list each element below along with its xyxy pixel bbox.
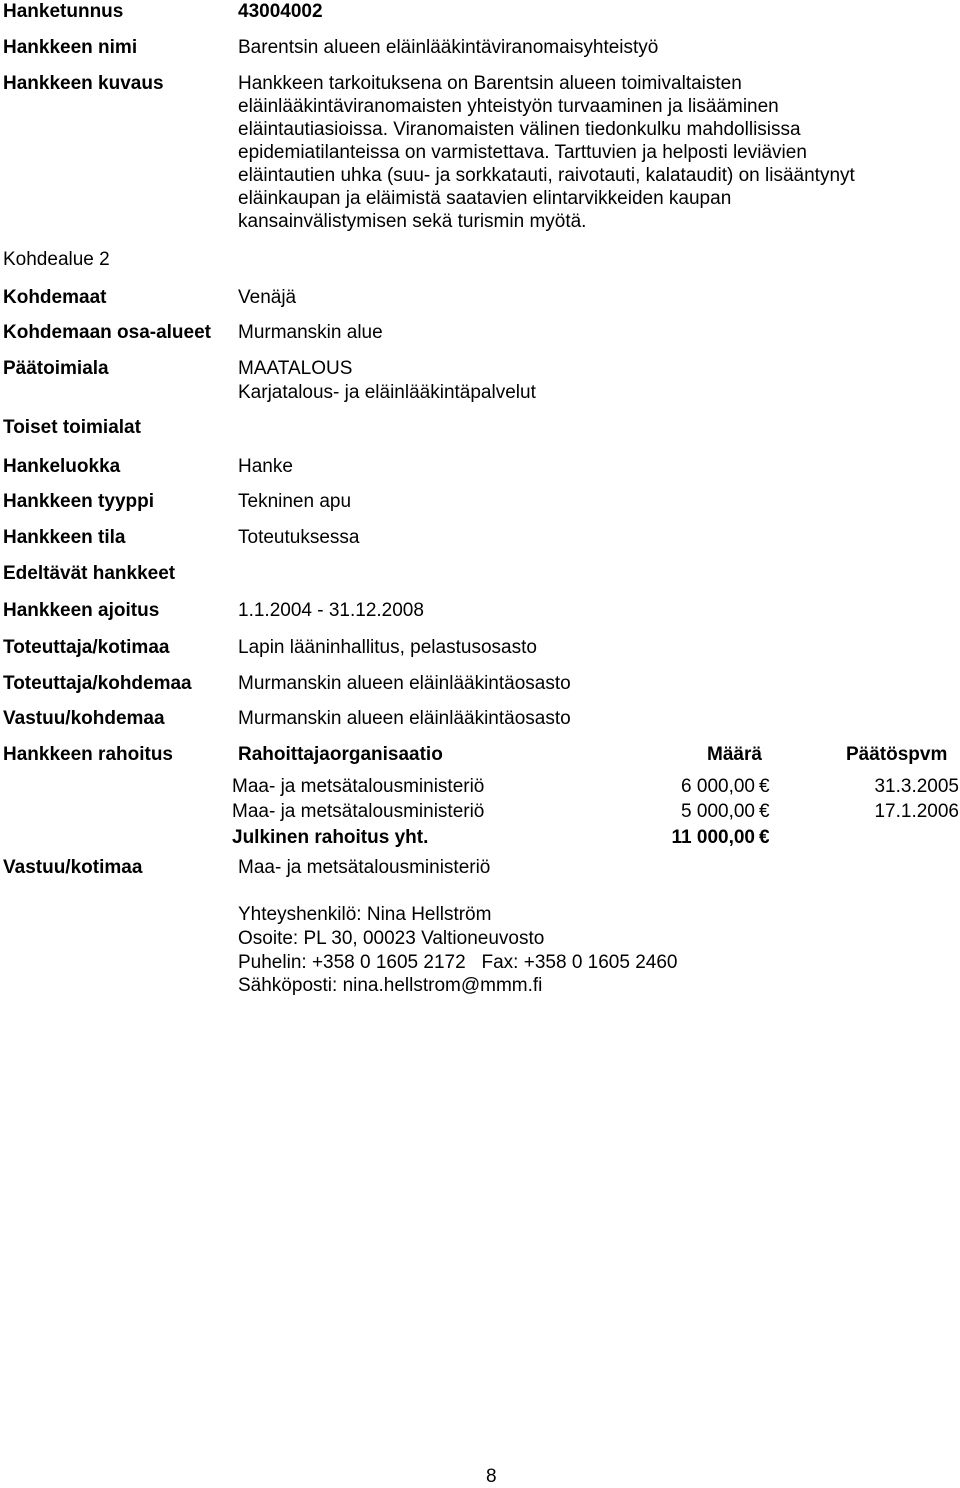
contact-person: Yhteyshenkilö: Nina Hellström — [238, 904, 492, 925]
description-line: eläinkaupan ja eläimistä saatavien elintarvikkeiden kaupan — [238, 188, 732, 209]
description-line: eläintautien uhka (suu- ja sorkkatauti, raivotauti, kalataudit) on lisääntynyt — [238, 165, 855, 186]
description-block — [238, 72, 938, 233]
page-number: 8 — [486, 1466, 497, 1487]
funding-row-amount: 6 000,00 — [681, 776, 755, 797]
value-kohdemaat: Venäjä — [238, 287, 297, 308]
value-toteuttaja-kotimaa: Lapin lääninhallitus, pelastusosasto — [238, 637, 537, 658]
description-line: epidemiatilanteissa on varmistettava. Tarttuvien ja helposti leviävien — [238, 142, 807, 163]
label-paatoimiala: Päätoimiala — [3, 358, 109, 379]
value-hankeluokka: Hanke — [238, 456, 293, 477]
euro-icon: € — [759, 801, 770, 822]
value-hanketunnus: 43004002 — [238, 1, 323, 22]
contact-phone-fax: Puhelin: +358 0 1605 2172 Fax: +358 0 1605 2460 — [238, 952, 678, 973]
label-hankkeen-tyyppi: Hankkeen tyyppi — [3, 491, 154, 512]
funding-row-org: Maa- ja metsätalousministeriö — [232, 776, 485, 797]
label-hankeluokka: Hankeluokka — [3, 456, 121, 477]
header-rahoittajaorganisaatio: Rahoittajaorganisaatio — [238, 744, 443, 765]
description-line: eläintautiasioissa. Viranomaisten välinen tiedonkulku mahdollisissa — [238, 119, 801, 140]
value-vastuu-kotimaa: Maa- ja metsätalousministeriö — [238, 857, 491, 878]
value-paatoimiala-1: MAATALOUS — [238, 358, 353, 379]
label-kohdemaat: Kohdemaat — [3, 287, 107, 308]
funding-row-org: Maa- ja metsätalousministeriö — [232, 801, 485, 822]
label-osa-alueet: Kohdemaan osa-alueet — [3, 322, 211, 343]
value-osa-alueet: Murmanskin alue — [238, 322, 383, 343]
funding-row-amount: 5 000,00 — [681, 801, 755, 822]
value-hankkeen-tyyppi: Tekninen apu — [238, 491, 352, 512]
label-kohdealue: Kohdealue 2 — [3, 249, 110, 270]
value-toteuttaja-kohdemaa: Murmanskin alueen eläinlääkintäosasto — [238, 673, 571, 694]
value-hankkeen-ajoitus: 1.1.2004 - 31.12.2008 — [238, 600, 424, 621]
funding-row-date: 17.1.2006 — [874, 801, 959, 822]
description-line: kansainvälistymisen sekä turismin myötä. — [238, 211, 587, 232]
funding-total-label: Julkinen rahoitus yht. — [232, 827, 429, 848]
value-hankkeen-nimi: Barentsin alueen eläinlääkintäviranomaisyhteistyö — [238, 37, 659, 58]
label-vastuu-kotimaa: Vastuu/kotimaa — [3, 857, 143, 878]
header-maara: Määrä — [707, 744, 762, 765]
description-line: eläinlääkintäviranomaisten yhteistyön turvaaminen ja lisääminen — [238, 96, 779, 117]
label-toteuttaja-kohdemaa: Toteuttaja/kohdemaa — [3, 673, 192, 694]
label-hankkeen-rahoitus: Hankkeen rahoitus — [3, 744, 173, 765]
label-hankkeen-nimi: Hankkeen nimi — [3, 37, 138, 58]
contact-email: Sähköposti: nina.hellstrom@mmm.fi — [238, 975, 543, 996]
label-toiset-toimialat: Toiset toimialat — [3, 417, 141, 438]
funding-row-date: 31.3.2005 — [874, 776, 959, 797]
label-hanketunnus: Hanketunnus — [3, 1, 124, 22]
label-edeltavat-hankkeet: Edeltävät hankkeet — [3, 563, 176, 584]
euro-icon: € — [759, 827, 770, 848]
header-paatospvm: Päätöspvm — [846, 744, 948, 765]
value-vastuu-kohdemaa: Murmanskin alueen eläinlääkintäosasto — [238, 708, 571, 729]
label-toteuttaja-kotimaa: Toteuttaja/kotimaa — [3, 637, 170, 658]
value-hankkeen-tila: Toteutuksessa — [238, 527, 360, 548]
description-line: Hankkeen tarkoituksena on Barentsin alueen toimivaltaisten — [238, 73, 742, 94]
label-hankkeen-tila: Hankkeen tila — [3, 527, 126, 548]
label-hankkeen-kuvaus: Hankkeen kuvaus — [3, 73, 164, 94]
funding-total-amount: 11 000,00 — [671, 827, 755, 848]
value-paatoimiala-2: Karjatalous- ja eläinlääkintäpalvelut — [238, 382, 536, 403]
label-hankkeen-ajoitus: Hankkeen ajoitus — [3, 600, 160, 621]
label-vastuu-kohdemaa: Vastuu/kohdemaa — [3, 708, 165, 729]
euro-icon: € — [759, 776, 770, 797]
contact-address: Osoite: PL 30, 00023 Valtioneuvosto — [238, 928, 545, 949]
